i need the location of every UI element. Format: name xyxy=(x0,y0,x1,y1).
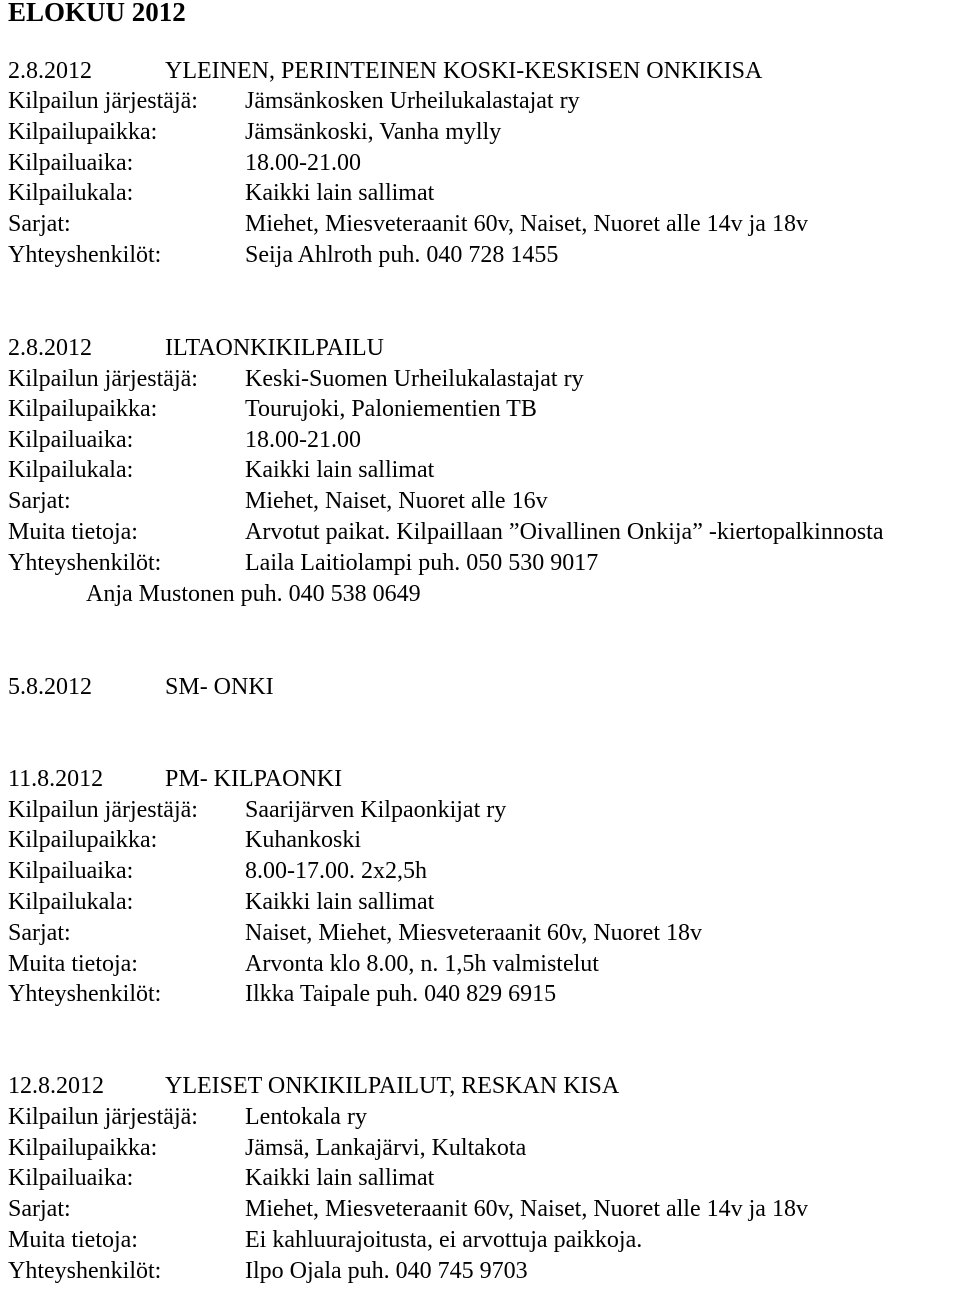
event-title: PM- KILPAONKI xyxy=(165,766,343,792)
field-value: Ei kahluurajoitusta, ei arvottuja paikkoja. xyxy=(245,1227,643,1253)
field-value: Arvonta klo 8.00, n. 1,5h valmistelut xyxy=(245,951,599,977)
field-label: Yhteyshenkilöt: xyxy=(8,242,162,268)
field-value: Kaikki lain sallimat xyxy=(245,457,435,483)
field-value: Jämsänkosken Urheilukalastajat ry xyxy=(245,88,580,114)
field-label: Sarjat: xyxy=(8,920,71,946)
field-label: Yhteyshenkilöt: xyxy=(8,1258,162,1284)
field-value: 8.00-17.00. 2x2,5h xyxy=(245,858,427,884)
field-label: Kilpailun järjestäjä: xyxy=(8,88,198,114)
field-label: Yhteyshenkilöt: xyxy=(8,981,162,1007)
field-label: Kilpailukala: xyxy=(8,457,134,483)
field-label: Muita tietoja: xyxy=(8,519,138,545)
event-title: YLEINEN, PERINTEINEN KOSKI-KESKISEN ONKIKISA xyxy=(165,58,763,84)
event-title: ILTAONKIKILPAILU xyxy=(165,335,384,361)
field-label: Sarjat: xyxy=(8,211,71,237)
field-value: Seija Ahlroth puh. 040 728 1455 xyxy=(245,242,559,268)
event-date: 11.8.2012 xyxy=(8,766,104,792)
field-label: Kilpailupaikka: xyxy=(8,827,158,853)
field-value: Kuhankoski xyxy=(245,827,361,853)
field-value: Arvotut paikat. Kilpaillaan ”Oivallinen Onkija” -kiertopalkinnosta xyxy=(245,519,884,545)
field-label: Kilpailukala: xyxy=(8,180,134,206)
field-value: Miehet, Naiset, Nuoret alle 16v xyxy=(245,488,548,514)
field-value: Miehet, Miesveteraanit 60v, Naiset, Nuoret alle 14v ja 18v xyxy=(245,211,808,237)
field-value: Kaikki lain sallimat xyxy=(245,1165,435,1191)
field-label: Kilpailun järjestäjä: xyxy=(8,366,198,392)
field-value: Miehet, Miesveteraanit 60v, Naiset, Nuoret alle 14v ja 18v xyxy=(245,1196,808,1222)
field-label: Kilpailuaika: xyxy=(8,858,134,884)
field-value: 18.00-21.00 xyxy=(245,427,361,453)
field-label: Muita tietoja: xyxy=(8,951,138,977)
field-label: Kilpailupaikka: xyxy=(8,396,158,422)
extra-contact: Anja Mustonen puh. 040 538 0649 xyxy=(86,581,421,607)
event-date: 2.8.2012 xyxy=(8,58,92,84)
field-label: Kilpailun järjestäjä: xyxy=(8,1104,198,1130)
field-label: Kilpailukala: xyxy=(8,889,134,915)
field-value: Keski-Suomen Urheilukalastajat ry xyxy=(245,366,584,392)
field-label: Kilpailupaikka: xyxy=(8,119,158,145)
field-value: Kaikki lain sallimat xyxy=(245,180,435,206)
month-heading: ELOKUU 2012 xyxy=(8,0,186,27)
field-value: Saarijärven Kilpaonkijat ry xyxy=(245,797,507,823)
field-value: Jämsä, Lankajärvi, Kultakota xyxy=(245,1135,527,1161)
field-label: Kilpailupaikka: xyxy=(8,1135,158,1161)
event-title: YLEISET ONKIKILPAILUT, RESKAN KISA xyxy=(165,1073,620,1099)
field-label: Kilpailun järjestäjä: xyxy=(8,797,198,823)
field-label: Kilpailuaika: xyxy=(8,150,134,176)
field-label: Kilpailuaika: xyxy=(8,427,134,453)
field-value: Laila Laitiolampi puh. 050 530 9017 xyxy=(245,550,599,576)
field-value: Ilkka Taipale puh. 040 829 6915 xyxy=(245,981,557,1007)
event-date: 5.8.2012 xyxy=(8,674,92,700)
field-label: Muita tietoja: xyxy=(8,1227,138,1253)
field-value: Tourujoki, Paloniementien TB xyxy=(245,396,537,422)
field-value: 18.00-21.00 xyxy=(245,150,361,176)
field-value: Lentokala ry xyxy=(245,1104,367,1130)
event-date: 12.8.2012 xyxy=(8,1073,104,1099)
field-label: Kilpailuaika: xyxy=(8,1165,134,1191)
field-value: Naiset, Miehet, Miesveteraanit 60v, Nuoret 18v xyxy=(245,920,702,946)
field-label: Yhteyshenkilöt: xyxy=(8,550,162,576)
field-label: Sarjat: xyxy=(8,1196,71,1222)
field-value: Kaikki lain sallimat xyxy=(245,889,435,915)
field-value: Jämsänkoski, Vanha mylly xyxy=(245,119,502,145)
field-label: Sarjat: xyxy=(8,488,71,514)
field-value: Ilpo Ojala puh. 040 745 9703 xyxy=(245,1258,528,1284)
event-date: 2.8.2012 xyxy=(8,335,92,361)
event-title: SM- ONKI xyxy=(165,674,274,700)
